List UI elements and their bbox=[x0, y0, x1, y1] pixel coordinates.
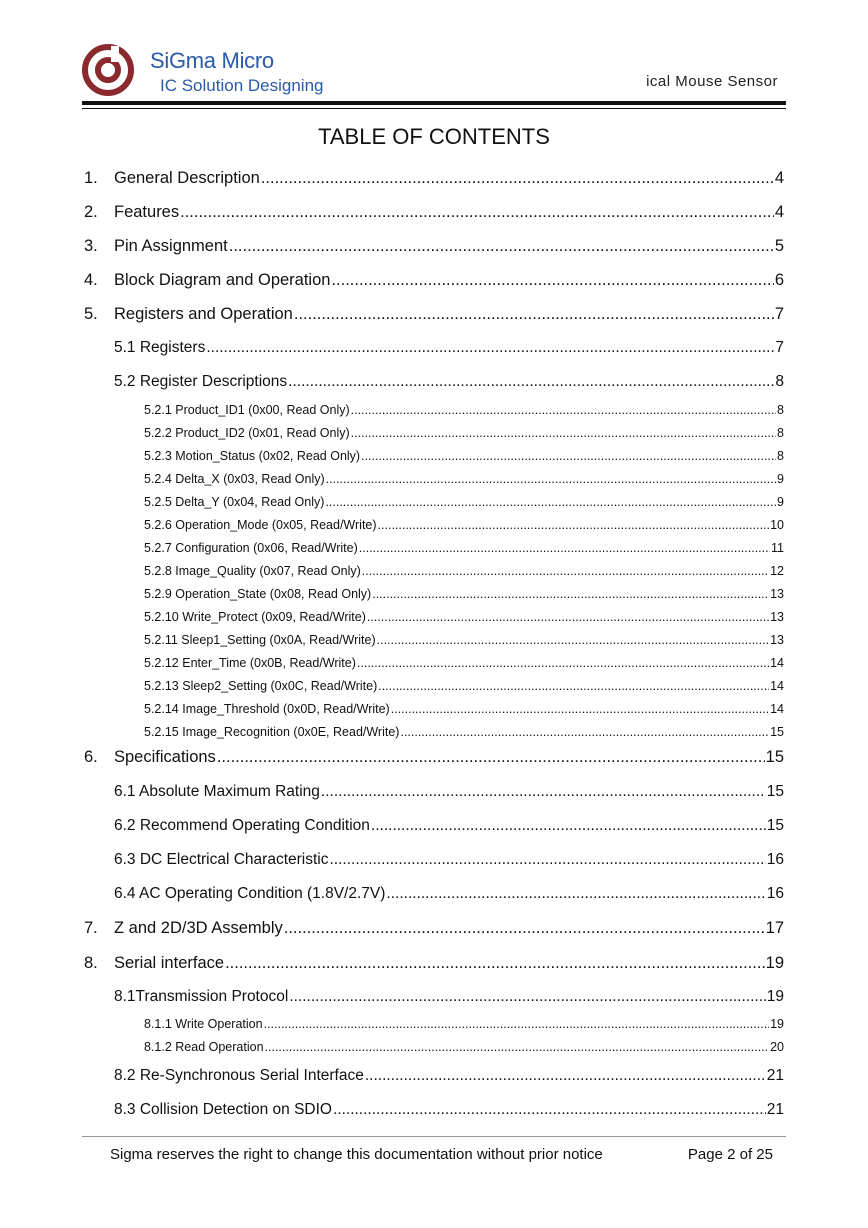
toc-entry-label: Features bbox=[114, 203, 180, 221]
toc-entry-page: 21 bbox=[766, 1067, 784, 1084]
toc-dot-leader bbox=[333, 1101, 766, 1119]
toc-entry[interactable] bbox=[144, 403, 784, 417]
toc-dot-leader bbox=[351, 426, 776, 440]
toc-entry-page: 14 bbox=[770, 656, 784, 670]
toc-entry-label: 5.2.12 Enter_Time (0x0B, Read/Write) bbox=[144, 656, 356, 670]
toc-entry-page: 20 bbox=[770, 1040, 784, 1054]
toc-dot-leader bbox=[329, 851, 765, 869]
toc-dot-leader bbox=[261, 169, 774, 188]
brand-name: SiGma Micro bbox=[150, 48, 274, 73]
toc-entry-page: 10 bbox=[770, 518, 784, 532]
toc-entry[interactable] bbox=[84, 748, 784, 767]
toc-entry-label: Specifications bbox=[114, 748, 216, 766]
toc-dot-leader bbox=[284, 919, 765, 938]
toc-entry-page: 16 bbox=[766, 851, 784, 868]
toc-dot-leader bbox=[378, 518, 770, 532]
toc-entry-page: 12 bbox=[770, 564, 784, 578]
page-header bbox=[0, 0, 868, 120]
toc-dot-leader bbox=[326, 472, 776, 486]
toc-entry-label: 6.1 Absolute Maximum Rating bbox=[114, 783, 320, 800]
toc-entry-label: 5.2.8 Image_Quality (0x07, Read Only) bbox=[144, 564, 361, 578]
sigma-logo-icon bbox=[82, 44, 134, 96]
toc-entry[interactable] bbox=[144, 656, 784, 670]
toc-dot-leader bbox=[294, 305, 774, 324]
toc-entry-page: 13 bbox=[770, 633, 784, 647]
toc-entry-label: 8.1Transmission Protocol bbox=[114, 988, 289, 1005]
toc-entry[interactable] bbox=[144, 518, 784, 532]
toc-entry-label: 5.2.9 Operation_State (0x08, Read Only) bbox=[144, 587, 372, 601]
toc-entry-page: 11 bbox=[771, 541, 784, 555]
toc-entry[interactable] bbox=[84, 305, 784, 324]
toc-entry[interactable] bbox=[114, 817, 784, 835]
toc-entry[interactable] bbox=[144, 472, 784, 486]
toc-entry[interactable] bbox=[114, 783, 784, 801]
toc-entry-page: 9 bbox=[777, 472, 784, 486]
toc-entry-label: 8.1.1 Write Operation bbox=[144, 1017, 263, 1031]
toc-entry-number: 5. bbox=[84, 305, 98, 323]
footer-page-number: Page 2 of 25 bbox=[687, 1146, 773, 1163]
toc-entry[interactable] bbox=[144, 679, 784, 693]
toc-dot-leader bbox=[321, 783, 766, 801]
toc-entry[interactable] bbox=[114, 851, 784, 869]
toc-entry-label: 5.2.13 Sleep2_Setting (0x0C, Read/Write) bbox=[144, 679, 378, 693]
toc-entry[interactable] bbox=[114, 1101, 784, 1119]
toc-dot-leader bbox=[359, 541, 770, 555]
toc-entry-label: 8.3 Collision Detection on SDIO bbox=[114, 1101, 332, 1118]
toc-entry-page: 17 bbox=[765, 919, 784, 937]
toc-title: TABLE OF CONTENTS bbox=[318, 124, 550, 149]
toc-entry-page: 16 bbox=[766, 885, 784, 902]
toc-entry-label: 5.1 Registers bbox=[114, 339, 206, 356]
toc-dot-leader bbox=[225, 954, 765, 973]
toc-entry-page: 8 bbox=[777, 426, 784, 440]
toc-entry-page: 19 bbox=[766, 988, 784, 1005]
toc-entry-number: 3. bbox=[84, 237, 98, 255]
toc-dot-leader bbox=[217, 748, 765, 767]
toc-entry[interactable] bbox=[144, 541, 784, 555]
toc-entry-page: 13 bbox=[770, 610, 784, 624]
toc-entry-label: 6.2 Recommend Operating Condition bbox=[114, 817, 370, 834]
toc-entry-page: 7 bbox=[774, 305, 784, 323]
footer-rule bbox=[82, 1136, 786, 1137]
toc-dot-leader bbox=[180, 203, 774, 222]
toc-dot-leader bbox=[331, 271, 773, 290]
toc-dot-leader bbox=[400, 725, 769, 739]
toc-entry-label: 5.2.7 Configuration (0x06, Read/Write) bbox=[144, 541, 358, 555]
toc-entry-label: 6.4 AC Operating Condition (1.8V/2.7V) bbox=[114, 885, 386, 902]
toc-dot-leader bbox=[206, 339, 774, 357]
toc-entry[interactable] bbox=[114, 988, 784, 1006]
toc-entry[interactable] bbox=[84, 203, 784, 222]
toc-entry[interactable] bbox=[84, 954, 784, 973]
header-rule-thick bbox=[82, 101, 786, 105]
toc-entry[interactable] bbox=[144, 1017, 784, 1031]
toc-entry-page: 15 bbox=[770, 725, 784, 739]
toc-dot-leader bbox=[365, 1067, 766, 1085]
toc-entry-page: 6 bbox=[774, 271, 784, 289]
toc-entry-label: 8.1.2 Read Operation bbox=[144, 1040, 264, 1054]
toc-entry[interactable] bbox=[144, 449, 784, 463]
toc-entry[interactable] bbox=[114, 373, 784, 391]
toc-entry-label: 5.2.15 Image_Recognition (0x0E, Read/Write) bbox=[144, 725, 400, 739]
toc-entry-label: 5.2.2 Product_ID2 (0x01, Read Only) bbox=[144, 426, 350, 440]
toc-dot-leader bbox=[351, 403, 776, 417]
toc-entry-label: 5.2.14 Image_Threshold (0x0D, Read/Write) bbox=[144, 702, 390, 716]
toc-entry-page: 15 bbox=[765, 748, 784, 766]
toc-dot-leader bbox=[377, 633, 769, 647]
toc-entry-page: 19 bbox=[765, 954, 784, 972]
toc-dot-leader bbox=[371, 817, 766, 835]
toc-entry[interactable] bbox=[114, 339, 784, 357]
toc-entry[interactable] bbox=[84, 169, 784, 188]
toc-dot-leader bbox=[367, 610, 769, 624]
toc-dot-leader bbox=[386, 885, 765, 903]
toc-entry-label: 5.2.4 Delta_X (0x03, Read Only) bbox=[144, 472, 325, 486]
toc-entry-page: 14 bbox=[770, 679, 784, 693]
toc-entry-label: Block Diagram and Operation bbox=[114, 271, 331, 289]
toc-entry-label: Pin Assignment bbox=[114, 237, 228, 255]
toc-entry-number: 4. bbox=[84, 271, 98, 289]
toc-dot-leader bbox=[391, 702, 769, 716]
toc-entry-page: 5 bbox=[774, 237, 784, 255]
toc-entry-label: 5.2 Register Descriptions bbox=[114, 373, 288, 390]
toc-entry-page: 15 bbox=[766, 817, 784, 834]
toc-entry-label: 8.2 Re-Synchronous Serial Interface bbox=[114, 1067, 364, 1084]
toc-entry-label: Serial interface bbox=[114, 954, 225, 972]
toc-entry-label: Registers and Operation bbox=[114, 305, 293, 323]
toc-entry-page: 15 bbox=[766, 783, 784, 800]
toc-entry[interactable] bbox=[114, 885, 784, 903]
toc-entry-label: 6.3 DC Electrical Characteristic bbox=[114, 851, 329, 868]
document-title: ical Mouse Sensor bbox=[646, 73, 778, 90]
toc-dot-leader bbox=[265, 1040, 770, 1054]
toc-entry-page: 4 bbox=[774, 203, 784, 221]
toc-dot-leader bbox=[289, 988, 765, 1006]
toc-entry-label: 5.2.10 Write_Protect (0x09, Read/Write) bbox=[144, 610, 366, 624]
toc-dot-leader bbox=[325, 495, 776, 509]
toc-entry-number: 2. bbox=[84, 203, 98, 221]
toc-entry-page: 8 bbox=[777, 403, 784, 417]
toc-entry-page: 8 bbox=[775, 373, 784, 390]
toc-entry-page: 19 bbox=[770, 1017, 784, 1031]
brand-tagline: IC Solution Designing bbox=[160, 76, 324, 95]
toc-entry-page: 13 bbox=[770, 587, 784, 601]
toc-entry[interactable] bbox=[114, 1067, 784, 1085]
toc-entry-label: 5.2.3 Motion_Status (0x02, Read Only) bbox=[144, 449, 361, 463]
toc-entry[interactable] bbox=[144, 495, 784, 509]
toc-dot-leader bbox=[288, 373, 774, 391]
toc-entry[interactable] bbox=[84, 919, 784, 938]
toc-entry-label: General Description bbox=[114, 169, 260, 187]
toc-entry[interactable] bbox=[84, 237, 784, 256]
toc-entry-label: 5.2.1 Product_ID1 (0x00, Read Only) bbox=[144, 403, 350, 417]
toc-entry-page: 21 bbox=[766, 1101, 784, 1118]
toc-dot-leader bbox=[357, 656, 769, 670]
toc-entry[interactable] bbox=[144, 564, 784, 578]
toc-entry[interactable] bbox=[144, 725, 784, 739]
toc-dot-leader bbox=[362, 564, 769, 578]
toc-entry-page: 7 bbox=[775, 339, 784, 356]
toc-entry-page: 9 bbox=[777, 495, 784, 509]
toc-entry-number: 8. bbox=[84, 954, 98, 972]
toc-entry[interactable] bbox=[144, 426, 784, 440]
toc-entry-label: 5.2.5 Delta_Y (0x04, Read Only) bbox=[144, 495, 325, 509]
toc-entry-label: Z and 2D/3D Assembly bbox=[114, 919, 283, 937]
toc-dot-leader bbox=[361, 449, 776, 463]
toc-entry-label: 5.2.6 Operation_Mode (0x05, Read/Write) bbox=[144, 518, 377, 532]
toc-dot-leader bbox=[372, 587, 769, 601]
toc-entry[interactable] bbox=[144, 587, 784, 601]
toc-dot-leader bbox=[378, 679, 769, 693]
toc-entry-label: 5.2.11 Sleep1_Setting (0x0A, Read/Write) bbox=[144, 633, 376, 647]
toc-entry-page: 4 bbox=[774, 169, 784, 187]
toc-entry-page: 14 bbox=[770, 702, 784, 716]
header-rule-thin bbox=[82, 108, 786, 109]
toc-entry[interactable] bbox=[144, 1040, 784, 1054]
toc-entry-page: 8 bbox=[777, 449, 784, 463]
toc-dot-leader bbox=[264, 1017, 770, 1031]
toc-entry-number: 1. bbox=[84, 169, 98, 187]
toc-entry-number: 7. bbox=[84, 919, 98, 937]
footer-notice: Sigma reserves the right to change this documentation without prior notice bbox=[110, 1146, 603, 1163]
toc-entry[interactable] bbox=[144, 610, 784, 624]
toc-entry[interactable] bbox=[84, 271, 784, 290]
toc-entry[interactable] bbox=[144, 702, 784, 716]
toc-entry-number: 6. bbox=[84, 748, 98, 766]
toc-entry[interactable] bbox=[144, 633, 784, 647]
toc-dot-leader bbox=[229, 237, 774, 256]
